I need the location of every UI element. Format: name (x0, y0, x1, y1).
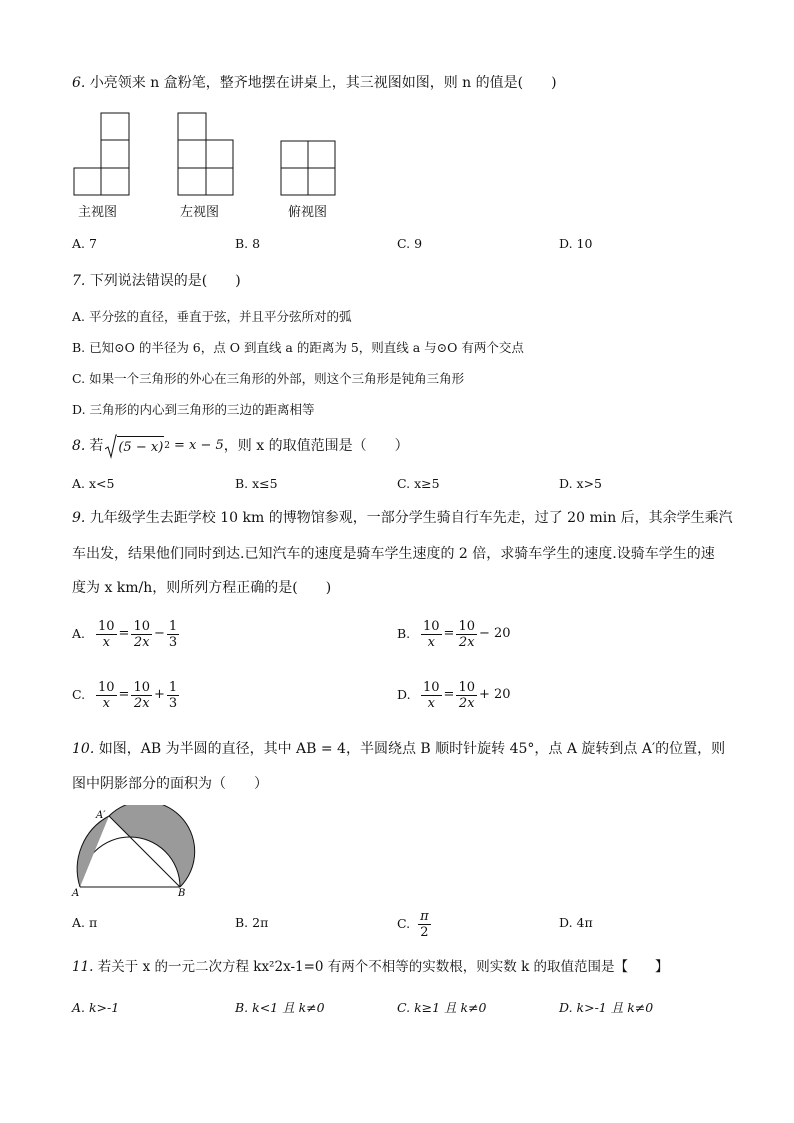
left-view-cell (178, 140, 206, 168)
left-view-cell (206, 168, 233, 195)
q10-option-b[interactable]: B. 2π (235, 915, 269, 930)
denominator: 3 (168, 634, 178, 650)
q9-option-b-label: B. (397, 626, 411, 641)
q10-option-d[interactable]: D. 4π (559, 915, 593, 930)
numerator: 1 (168, 618, 178, 634)
q10-number: 10. (72, 741, 95, 757)
q8-number: 8. (72, 438, 86, 454)
denominator: x (102, 634, 110, 650)
operator: + (154, 687, 165, 702)
q11-option-b[interactable]: B. k<1 且 k≠0 (235, 1000, 325, 1015)
q8-radicand: (5 − x) (117, 436, 164, 457)
q6-option-c[interactable]: C. 9 (397, 236, 423, 251)
top-view-cell (281, 168, 308, 195)
q6-three-views-figure (70, 110, 350, 200)
numerator: 10 (423, 618, 440, 634)
fraction (167, 619, 179, 650)
q7-stem: 下列说法错误的是( ) (89, 273, 241, 289)
q9-option-d[interactable]: D. $\frac{10}{x}$ = $\frac{10}{2x}$ + 20 (397, 679, 511, 711)
q6-option-b[interactable]: B. 8 (235, 236, 261, 251)
label-a: A (72, 888, 80, 897)
q8-stem-line (72, 432, 409, 460)
q10-line-1 (72, 740, 725, 758)
left-view-cell (206, 140, 233, 168)
q7-option-d[interactable]: D. 三角形的内心到三角形的三边的距离相等 (72, 402, 315, 417)
q8-power: 2 (164, 441, 170, 451)
q10-option-a[interactable]: A. π (72, 915, 98, 930)
denominator: 2 (420, 924, 429, 940)
numerator: 10 (423, 679, 440, 695)
q9-option-b[interactable]: B. $\frac{10}{x}$ = $\frac{10}{2x}$ − 20 (397, 618, 511, 650)
fraction (96, 680, 117, 711)
q9-option-c[interactable]: C. $\frac{10}{x}$ = $\frac{10}{2x}$ + $\frac{1}{3}$ (72, 679, 178, 711)
operator: − (154, 626, 165, 641)
q9-option-c-label: C. (72, 687, 86, 702)
label-b: B (178, 888, 186, 897)
front-view (74, 113, 129, 195)
q7-option-c[interactable]: C. 如果一个三角形的外心在三角形的外部，则这个三角形是钝角三角形 (72, 371, 465, 386)
q10-text-1: 如图，AB 为半圆的直径，其中 AB = 4，半圆绕点 B 顺时针旋转 45°，点 A 旋转到点 A′的位置，则 (98, 741, 726, 757)
numerator: 10 (98, 618, 115, 634)
denominator: 2x (458, 695, 475, 711)
fraction (421, 619, 442, 650)
q9-option-a[interactable]: A. $\frac{10}{x}$ = $\frac{10}{2x}$ − $\frac{1}{3}$ (72, 618, 178, 650)
left-view-cell (178, 168, 206, 195)
q6-stem-line (72, 74, 557, 92)
top-view-cell (281, 141, 308, 168)
q7-stem-line (72, 272, 241, 290)
fraction (131, 619, 152, 650)
q10-semicircle-rotation-figure (68, 805, 196, 897)
numerator: 10 (98, 679, 115, 695)
q8-option-c[interactable]: C. x≥5 (397, 476, 440, 491)
denominator: 2x (133, 695, 150, 711)
denominator: x (427, 634, 435, 650)
q6-option-a[interactable]: A. 7 (72, 236, 97, 251)
q11-number: 11. (72, 959, 94, 975)
q7-option-b[interactable]: B. 已知⊙O 的半径为 6，点 O 到直线 a 的距离为 5，则直线 a 与⊙O 有两个交点 (72, 340, 524, 355)
q8-stem-prefix: 若 (89, 438, 104, 454)
q9-option-d-label: D. (397, 687, 411, 702)
q11-stem: 若关于 x 的一元二次方程 kx²2x-1=0 有两个不相等的实数根，则实数 k 的取值范围是【 】 (97, 959, 669, 975)
denominator: 2x (458, 634, 475, 650)
numerator: 1 (168, 679, 178, 695)
q9-text-2: 车出发，结果他们同时到达.已知汽车的速度是骑车学生速度的 2 倍，求骑车学生的速度.设骑车学生的速 (72, 546, 715, 562)
denominator: 2x (133, 634, 150, 650)
tail-term: − 20 (479, 626, 511, 641)
numerator: 10 (458, 679, 475, 695)
q9-line-1 (72, 509, 733, 527)
numerator: 10 (458, 618, 475, 634)
radical-sign-icon (105, 433, 117, 459)
q10-text-2: 图中阴影部分的面积为（ ） (72, 776, 268, 792)
denominator: 3 (168, 695, 178, 711)
label-a-prime: A′ (96, 810, 106, 821)
top-view-caption: 俯视图 (288, 205, 328, 220)
denominator: x (427, 695, 435, 711)
q6-number: 6. (72, 75, 86, 91)
fraction (456, 619, 477, 650)
top-view-cell (308, 168, 335, 195)
q11-option-a[interactable]: A. k>-1 (72, 1000, 120, 1015)
numerator: π (420, 908, 429, 924)
fraction (131, 680, 152, 711)
q9-text-3: 度为 x km/h，则所列方程正确的是( ) (72, 580, 332, 596)
q8-stem-suffix: ，则 x 的取值范围是（ ） (223, 438, 409, 454)
q8-option-b[interactable]: B. x≤5 (235, 476, 278, 491)
front-view-cell (101, 168, 129, 195)
top-view-cell (308, 141, 335, 168)
q7-option-a[interactable]: A. 平分弦的直径，垂直于弦，并且平分弦所对的弧 (72, 309, 352, 324)
numerator: 10 (133, 679, 150, 695)
left-view-caption: 左视图 (180, 205, 220, 220)
front-view-caption: 主视图 (78, 205, 118, 220)
q11-option-d[interactable]: D. k>-1 且 k≠0 (559, 1000, 654, 1015)
fraction (456, 680, 477, 711)
q6-stem: 小亮领来 n 盒粉笔，整齐地摆在讲桌上，其三视图如图，则 n 的值是( ) (89, 75, 557, 91)
fraction (96, 619, 117, 650)
q11-option-c[interactable]: C. k≥1 且 k≠0 (397, 1000, 487, 1015)
q6-option-d[interactable]: D. 10 (559, 236, 593, 251)
q9-text-1: 九年级学生去距学校 10 km 的博物馆参观，一部分学生骑自行车先走，过了 20 min 后，其余学生乘汽 (89, 510, 733, 526)
denominator: x (102, 695, 110, 711)
left-view-cell (178, 113, 206, 140)
left-view (178, 113, 233, 195)
tail-term: + 20 (479, 687, 511, 702)
q9-option-a-label: A. (72, 626, 86, 641)
q8-option-d[interactable]: D. x>5 (559, 476, 602, 491)
q10-option-c-label: C. (397, 916, 411, 931)
fraction (421, 680, 442, 711)
fraction (418, 909, 431, 940)
top-view (281, 141, 335, 195)
q7-number: 7. (72, 273, 86, 289)
numerator: 10 (133, 618, 150, 634)
front-view-cell (74, 168, 101, 195)
q10-option-c[interactable] (397, 906, 433, 942)
q9-number: 9. (72, 510, 86, 526)
q11-stem-line (72, 958, 669, 976)
q8-option-a[interactable]: A. x<5 (72, 476, 115, 491)
front-view-cell (101, 113, 129, 140)
q8-equals: = x − 5 (174, 438, 224, 453)
front-view-cell (101, 140, 129, 168)
fraction (167, 680, 179, 711)
